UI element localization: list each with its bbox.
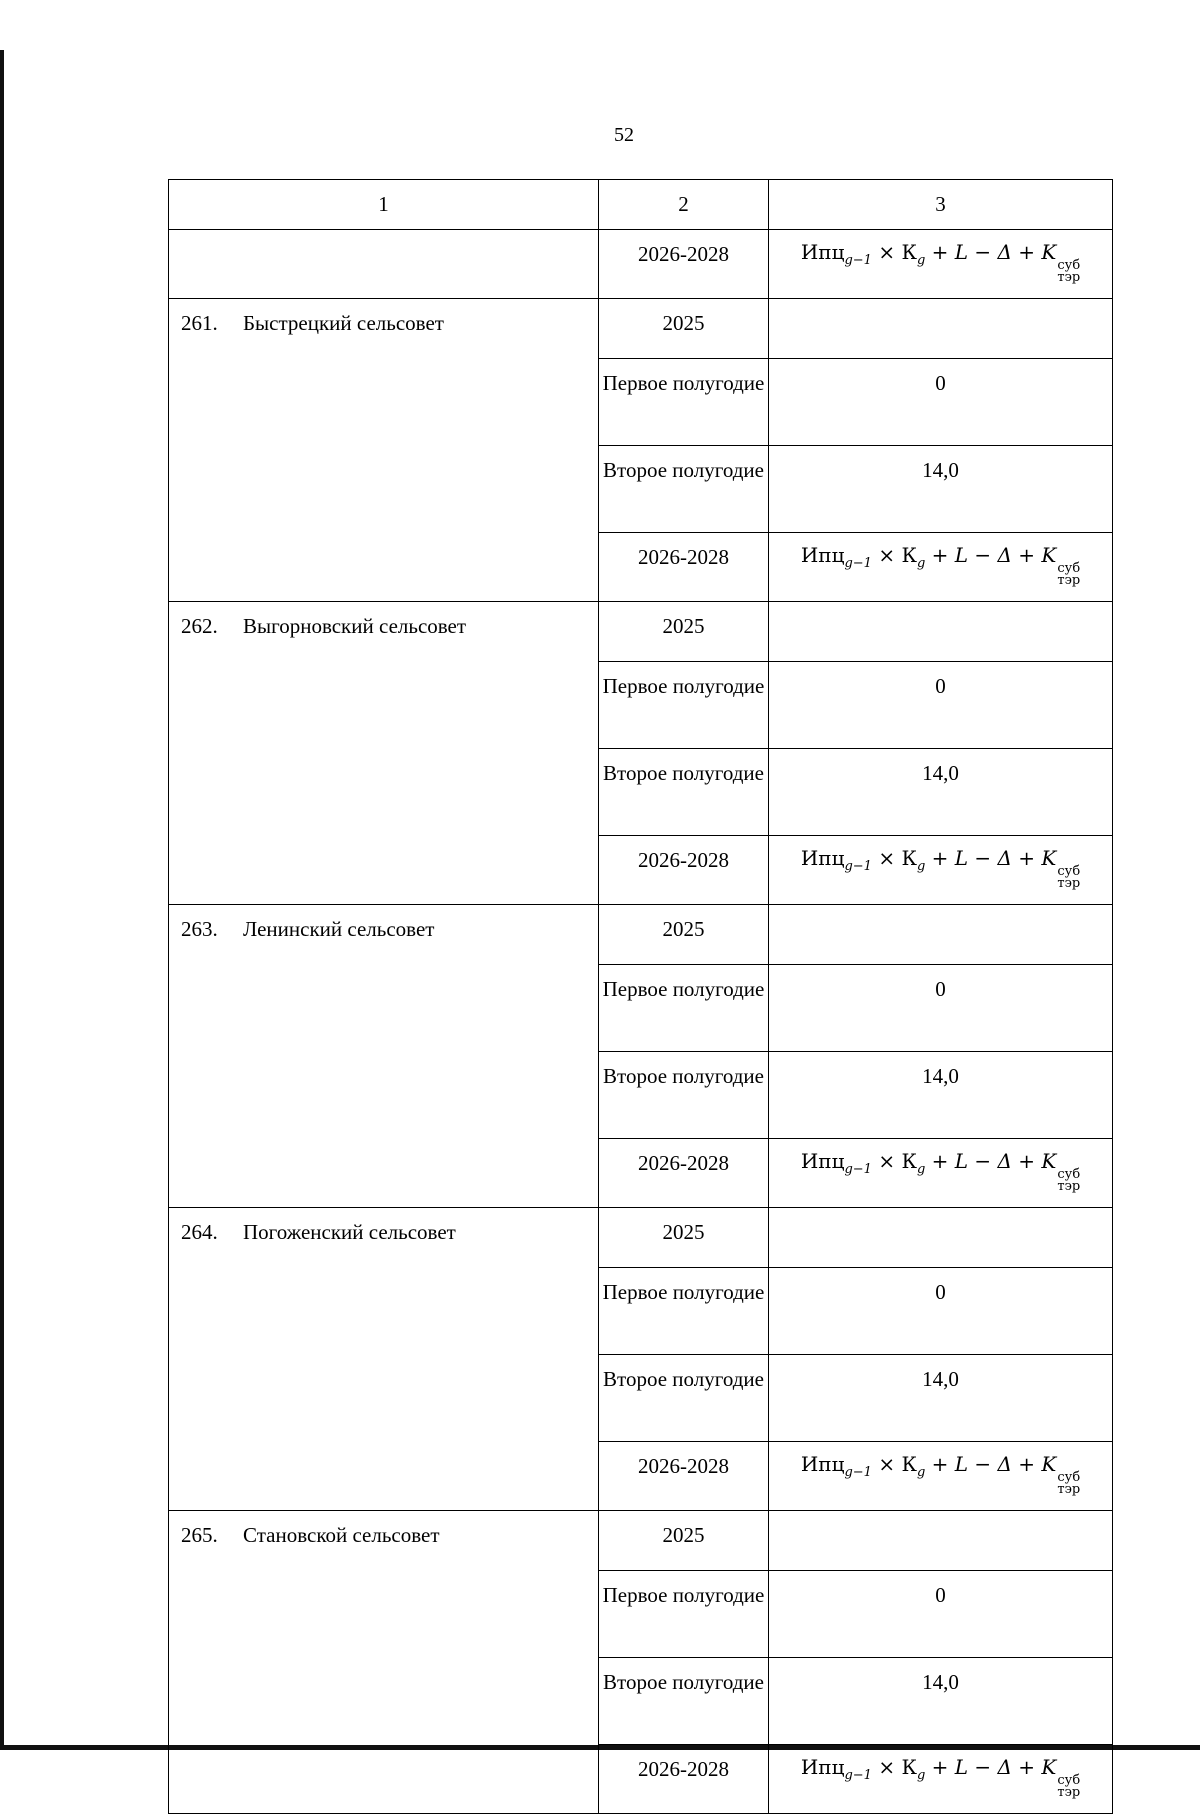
entity-period: 2026-2028 [599, 533, 769, 602]
entity-name: Быстрецкий сельсовет [243, 311, 444, 335]
entity-name-cell [169, 905, 599, 1208]
formula-times: × [871, 1149, 902, 1173]
entity-name-cell [169, 1511, 599, 1814]
formula-k-sub: g [916, 556, 926, 571]
formula-base: Ипц [800, 846, 845, 870]
formula-k: К [901, 1149, 917, 1173]
formula-k: К [901, 240, 917, 264]
second-half-value: 14,0 [769, 446, 1113, 533]
entity-year-value-cell [769, 905, 1113, 965]
formula-k-sub: g [916, 859, 926, 874]
entity-year: 2025 [599, 299, 769, 359]
formula-k-sub: g [916, 1465, 926, 1480]
entity-year-value-cell [769, 1208, 1113, 1268]
second-half-label: Второе полугодие [599, 446, 769, 533]
entity-name: Выгорновский сельсовет [243, 614, 467, 638]
formula-kt: K [1041, 1149, 1057, 1173]
first-half-value: 0 [769, 965, 1113, 1052]
formula-kt-scripts [1057, 866, 1080, 890]
first-half-label: Первое полугодие [599, 965, 769, 1052]
entity-year-row [169, 1208, 1113, 1268]
second-half-label: Второе полугодие [599, 1052, 769, 1139]
entity-name-cell [169, 299, 599, 602]
entity-year-row [169, 905, 1113, 965]
entity-number: 263. [181, 917, 218, 941]
entity-period: 2026-2028 [599, 836, 769, 905]
entity-year: 2025 [599, 905, 769, 965]
formula-cell [769, 836, 1113, 905]
entity-period: 2026-2028 [599, 1745, 769, 1814]
formula-base-sub: g−1 [844, 859, 872, 874]
formula-rest: + L − Δ + [925, 240, 1042, 264]
formula-kt-scripts [1057, 260, 1080, 284]
formula-base: Ипц [800, 240, 845, 264]
formula-rest: + L − Δ + [925, 543, 1042, 567]
continued-row [169, 230, 1113, 299]
first-half-label: Первое полугодие [599, 1268, 769, 1355]
second-half-value: 14,0 [769, 749, 1113, 836]
formula-base-sub: g−1 [844, 253, 872, 268]
formula-cell [769, 533, 1113, 602]
formula-kt-sup: суб [1057, 258, 1081, 273]
second-half-value: 14,0 [769, 1355, 1113, 1442]
header-cell-2: 2 [599, 180, 769, 230]
formula-base-sub: g−1 [844, 556, 872, 571]
tariff-table [168, 179, 1113, 1814]
entity-year-row [169, 1511, 1113, 1571]
entity-name: Погоженский сельсовет [243, 1220, 456, 1244]
first-half-label: Первое полугодие [599, 1571, 769, 1658]
formula-times: × [871, 1755, 902, 1779]
formula-times: × [871, 543, 902, 567]
formula-kt-sub: тэр [1057, 1179, 1081, 1194]
entity-period: 2026-2028 [599, 1139, 769, 1208]
formula-times: × [871, 846, 902, 870]
formula-times: × [871, 240, 902, 264]
entity-name: Становской сельсовет [243, 1523, 440, 1547]
first-half-label: Первое полугодие [599, 662, 769, 749]
entity-name: Ленинский сельсовет [243, 917, 435, 941]
entity-number: 265. [181, 1523, 218, 1547]
formula-cell [769, 1442, 1113, 1511]
formula-kt-scripts [1057, 1472, 1080, 1496]
formula-kt-sub: тэр [1057, 270, 1081, 285]
formula-k-sub: g [916, 1162, 926, 1177]
formula-kt-sup: суб [1057, 561, 1081, 576]
formula-rest: + L − Δ + [925, 1452, 1042, 1476]
formula-base: Ипц [800, 1149, 845, 1173]
formula-k: К [901, 543, 917, 567]
formula-kt-sub: тэр [1057, 1482, 1081, 1497]
second-half-value: 14,0 [769, 1658, 1113, 1745]
formula-k: К [901, 1755, 917, 1779]
formula-kt-sup: суб [1057, 1773, 1081, 1788]
formula-kt: K [1041, 846, 1057, 870]
header-cell-1: 1 [169, 180, 599, 230]
formula-k: К [901, 1452, 917, 1476]
formula-kt-scripts [1057, 1775, 1080, 1799]
formula-kt-sub: тэр [1057, 1785, 1081, 1800]
second-half-label: Второе полугодие [599, 1355, 769, 1442]
formula-k: К [901, 846, 917, 870]
formula-k-sub: g [916, 1768, 926, 1783]
entity-number: 262. [181, 614, 218, 638]
formula-base: Ипц [800, 543, 845, 567]
formula-kt: K [1041, 543, 1057, 567]
page-number: 52 [614, 124, 634, 146]
first-half-value: 0 [769, 359, 1113, 446]
formula-times: × [871, 1452, 902, 1476]
entity-name-cell [169, 602, 599, 905]
formula-kt: K [1041, 1452, 1057, 1476]
formula-rest: + L − Δ + [925, 1149, 1042, 1173]
second-half-label: Второе полугодие [599, 1658, 769, 1745]
entity-year: 2025 [599, 1511, 769, 1571]
formula-kt: K [1041, 240, 1057, 264]
second-half-value: 14,0 [769, 1052, 1113, 1139]
formula-base-sub: g−1 [844, 1162, 872, 1177]
entity-year-value-cell [769, 1511, 1113, 1571]
formula-kt-sub: тэр [1057, 876, 1081, 891]
formula-kt-sup: суб [1057, 864, 1081, 879]
entity-year-row [169, 602, 1113, 662]
entity-number: 261. [181, 311, 218, 335]
header-row [169, 180, 1113, 230]
first-half-value: 0 [769, 1571, 1113, 1658]
formula-base: Ипц [800, 1452, 845, 1476]
formula-cell [769, 1139, 1113, 1208]
formula-kt-scripts [1057, 1169, 1080, 1193]
first-half-value: 0 [769, 1268, 1113, 1355]
formula-rest: + L − Δ + [925, 1755, 1042, 1779]
second-half-label: Второе полугодие [599, 749, 769, 836]
entity-year: 2025 [599, 602, 769, 662]
entity-name-cell [169, 1208, 599, 1511]
scan-edge-left [0, 50, 4, 1750]
entity-number: 264. [181, 1220, 218, 1244]
formula-kt-sub: тэр [1057, 573, 1081, 588]
continued-period-cell: 2026-2028 [599, 230, 769, 299]
entity-year-value-cell [769, 602, 1113, 662]
formula-kt-scripts [1057, 563, 1080, 587]
table-body [169, 180, 1113, 1814]
header-cell-3: 3 [769, 180, 1113, 230]
formula-rest: + L − Δ + [925, 846, 1042, 870]
formula-base-sub: g−1 [844, 1465, 872, 1480]
formula-k-sub: g [916, 253, 926, 268]
formula-base-sub: g−1 [844, 1768, 872, 1783]
formula-kt-sup: суб [1057, 1167, 1081, 1182]
entity-year-row [169, 299, 1113, 359]
formula-kt-sup: суб [1057, 1470, 1081, 1485]
first-half-label: Первое полугодие [599, 359, 769, 446]
formula-cell [769, 1745, 1113, 1814]
continued-name-cell [169, 230, 599, 299]
formula-base: Ипц [800, 1755, 845, 1779]
formula-kt: K [1041, 1755, 1057, 1779]
entity-year-value-cell [769, 299, 1113, 359]
entity-period: 2026-2028 [599, 1442, 769, 1511]
entity-year: 2025 [599, 1208, 769, 1268]
first-half-value: 0 [769, 662, 1113, 749]
formula-cell [769, 230, 1113, 299]
